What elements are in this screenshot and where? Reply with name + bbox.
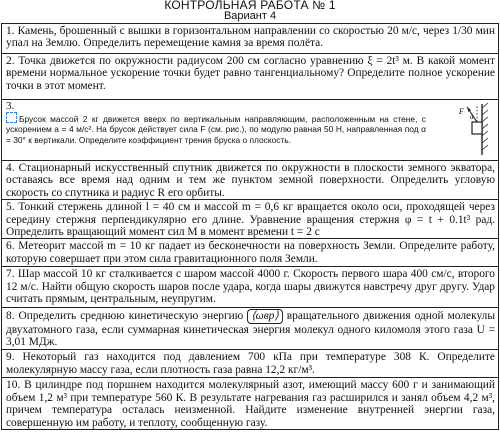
problem-number: 9. [6, 351, 15, 364]
problem-cell [2, 24, 499, 54]
problem-row-3 [2, 100, 499, 161]
problem-text: Шар массой 10 кг сталкивается с шаром массой 4000 г. Скорость первого шара 400 см/с, второго 12 м/с. Найти общую скорость шаров после удара, когда шары движутся навстречу друг другу. Удар считать прямым, центральным, неупругим. [6, 268, 495, 306]
problem-row-2 [2, 54, 499, 100]
problem-text: Камень, брошенный с вышки в горизонтальном направлении со скоростью 20 м/с, через 1/30 мин упал на Землю. Определить перемещение камня за время полёта. [6, 25, 495, 50]
problem-number: 10. [6, 379, 21, 392]
problem-cell [2, 308, 499, 350]
problem-cell [2, 267, 499, 308]
problem-row-7 [2, 267, 499, 308]
problem-cell [2, 200, 499, 239]
problem-text: Определить среднюю кинетическую энергию [18, 310, 244, 323]
problem-row-10 [2, 378, 499, 430]
problem-text: Метеорит массой m = 10 кг падает из бесконечности на поверхность Земли. Определите работу, которую совершает при этом сила гравитационного поля Земли. [6, 240, 495, 265]
problem-cell [2, 161, 499, 200]
problem-row-5 [2, 200, 499, 239]
problem-number: 7. [6, 268, 15, 281]
problem-number: 3. [6, 100, 15, 112]
problem-text-continued: вращательного движения одной молекулы двухатомного газа, если суммарная кинетическая энергия молекул одного киломоля этого газа U = 3,01 МДж. [6, 310, 496, 349]
problem-text: Стационарный искусственный спутник движется по окружности в плоскости земного экватора, оставаясь все время над одним и тем же пунктом земной поверхности. Определить угловую скорость со спутника и радиус R его орбиты. [6, 162, 495, 199]
wall-hatching [482, 103, 488, 150]
problem-number: 8. [6, 310, 15, 323]
problem-cell [2, 239, 499, 267]
problem-text: В цилиндре под поршнем находится молекулярный азот, имеющий массу 600 г и занимающий объем 1,2 м³ при температуре 560 К. В результате нагревания газ расширился и занял объем 4,2 м³, причем температура осталась неизменной. Найдите изменение внутренней энергии газа, совершенную им работу, и теплоту, сообщенную газу. [6, 379, 495, 429]
worksheet-header [0, 0, 500, 22]
problem-text: Точка движется по окружности радиусом 200 см согласно уравнению ξ = 2t³ м. В какой момент времени нормальное ускорение точки будет равно тангенциальному? Определите полное ускорение точки в этот момент. [6, 55, 495, 92]
worksheet-title: КОНТРОЛЬНАЯ РАБОТА № 1 [164, 0, 336, 12]
problem-number: 6. [6, 240, 15, 253]
problem-text: Некоторый газ находится под давлением 700 кПа при температуре 308 К. Определите молекулярную массу газа, если плотность газа равна 12,2 кг/м³. [6, 351, 495, 376]
problem-number: 5. [6, 201, 15, 214]
problem-number: 2. [6, 55, 15, 67]
energy-symbol: ⟨ωвр⟩ [247, 309, 283, 323]
block-shape [472, 122, 482, 134]
problem-cell [2, 350, 499, 378]
problem-cell [2, 378, 499, 430]
problem-number: 1. [6, 25, 15, 37]
problem-row-9 [2, 350, 499, 378]
block-on-wall-figure [450, 102, 494, 157]
problem-text: Тонкий стержень длиной l = 40 см и массой m = 0,6 кг вращается около оси, проходящей через середину стержня перпендикулярно его длине. Уравнение вращения стержня φ = t + 0.1t³ рад. Определить вращающий момент сил M в момент времени t = 2 с [6, 201, 495, 239]
problem-text: Брусок массой 2 кг движется вверх по вертикальным направляющим, расположенным на стене, с ускорением a = 4 м/с². На брусок действует сила F (см. рис.), по модулю равная 50 Н, направленная под α = 30° к вертикали. Определите коэффициент трения бруска о плоскость. [6, 114, 426, 145]
problem-row-1 [2, 24, 499, 54]
problem-text-wrapper [6, 112, 426, 145]
variant-label: Вариант 4 [223, 10, 277, 22]
angle-label: α [470, 113, 474, 121]
problem-row-4 [2, 161, 499, 200]
problem-cell [2, 100, 499, 161]
problems-table [1, 23, 499, 430]
image-placeholder-icon [6, 112, 17, 123]
problem-cell [2, 54, 499, 100]
force-label: F [459, 107, 464, 116]
problem-row-6 [2, 239, 499, 267]
problem-row-8 [2, 308, 499, 350]
problem-number: 4. [6, 162, 15, 174]
